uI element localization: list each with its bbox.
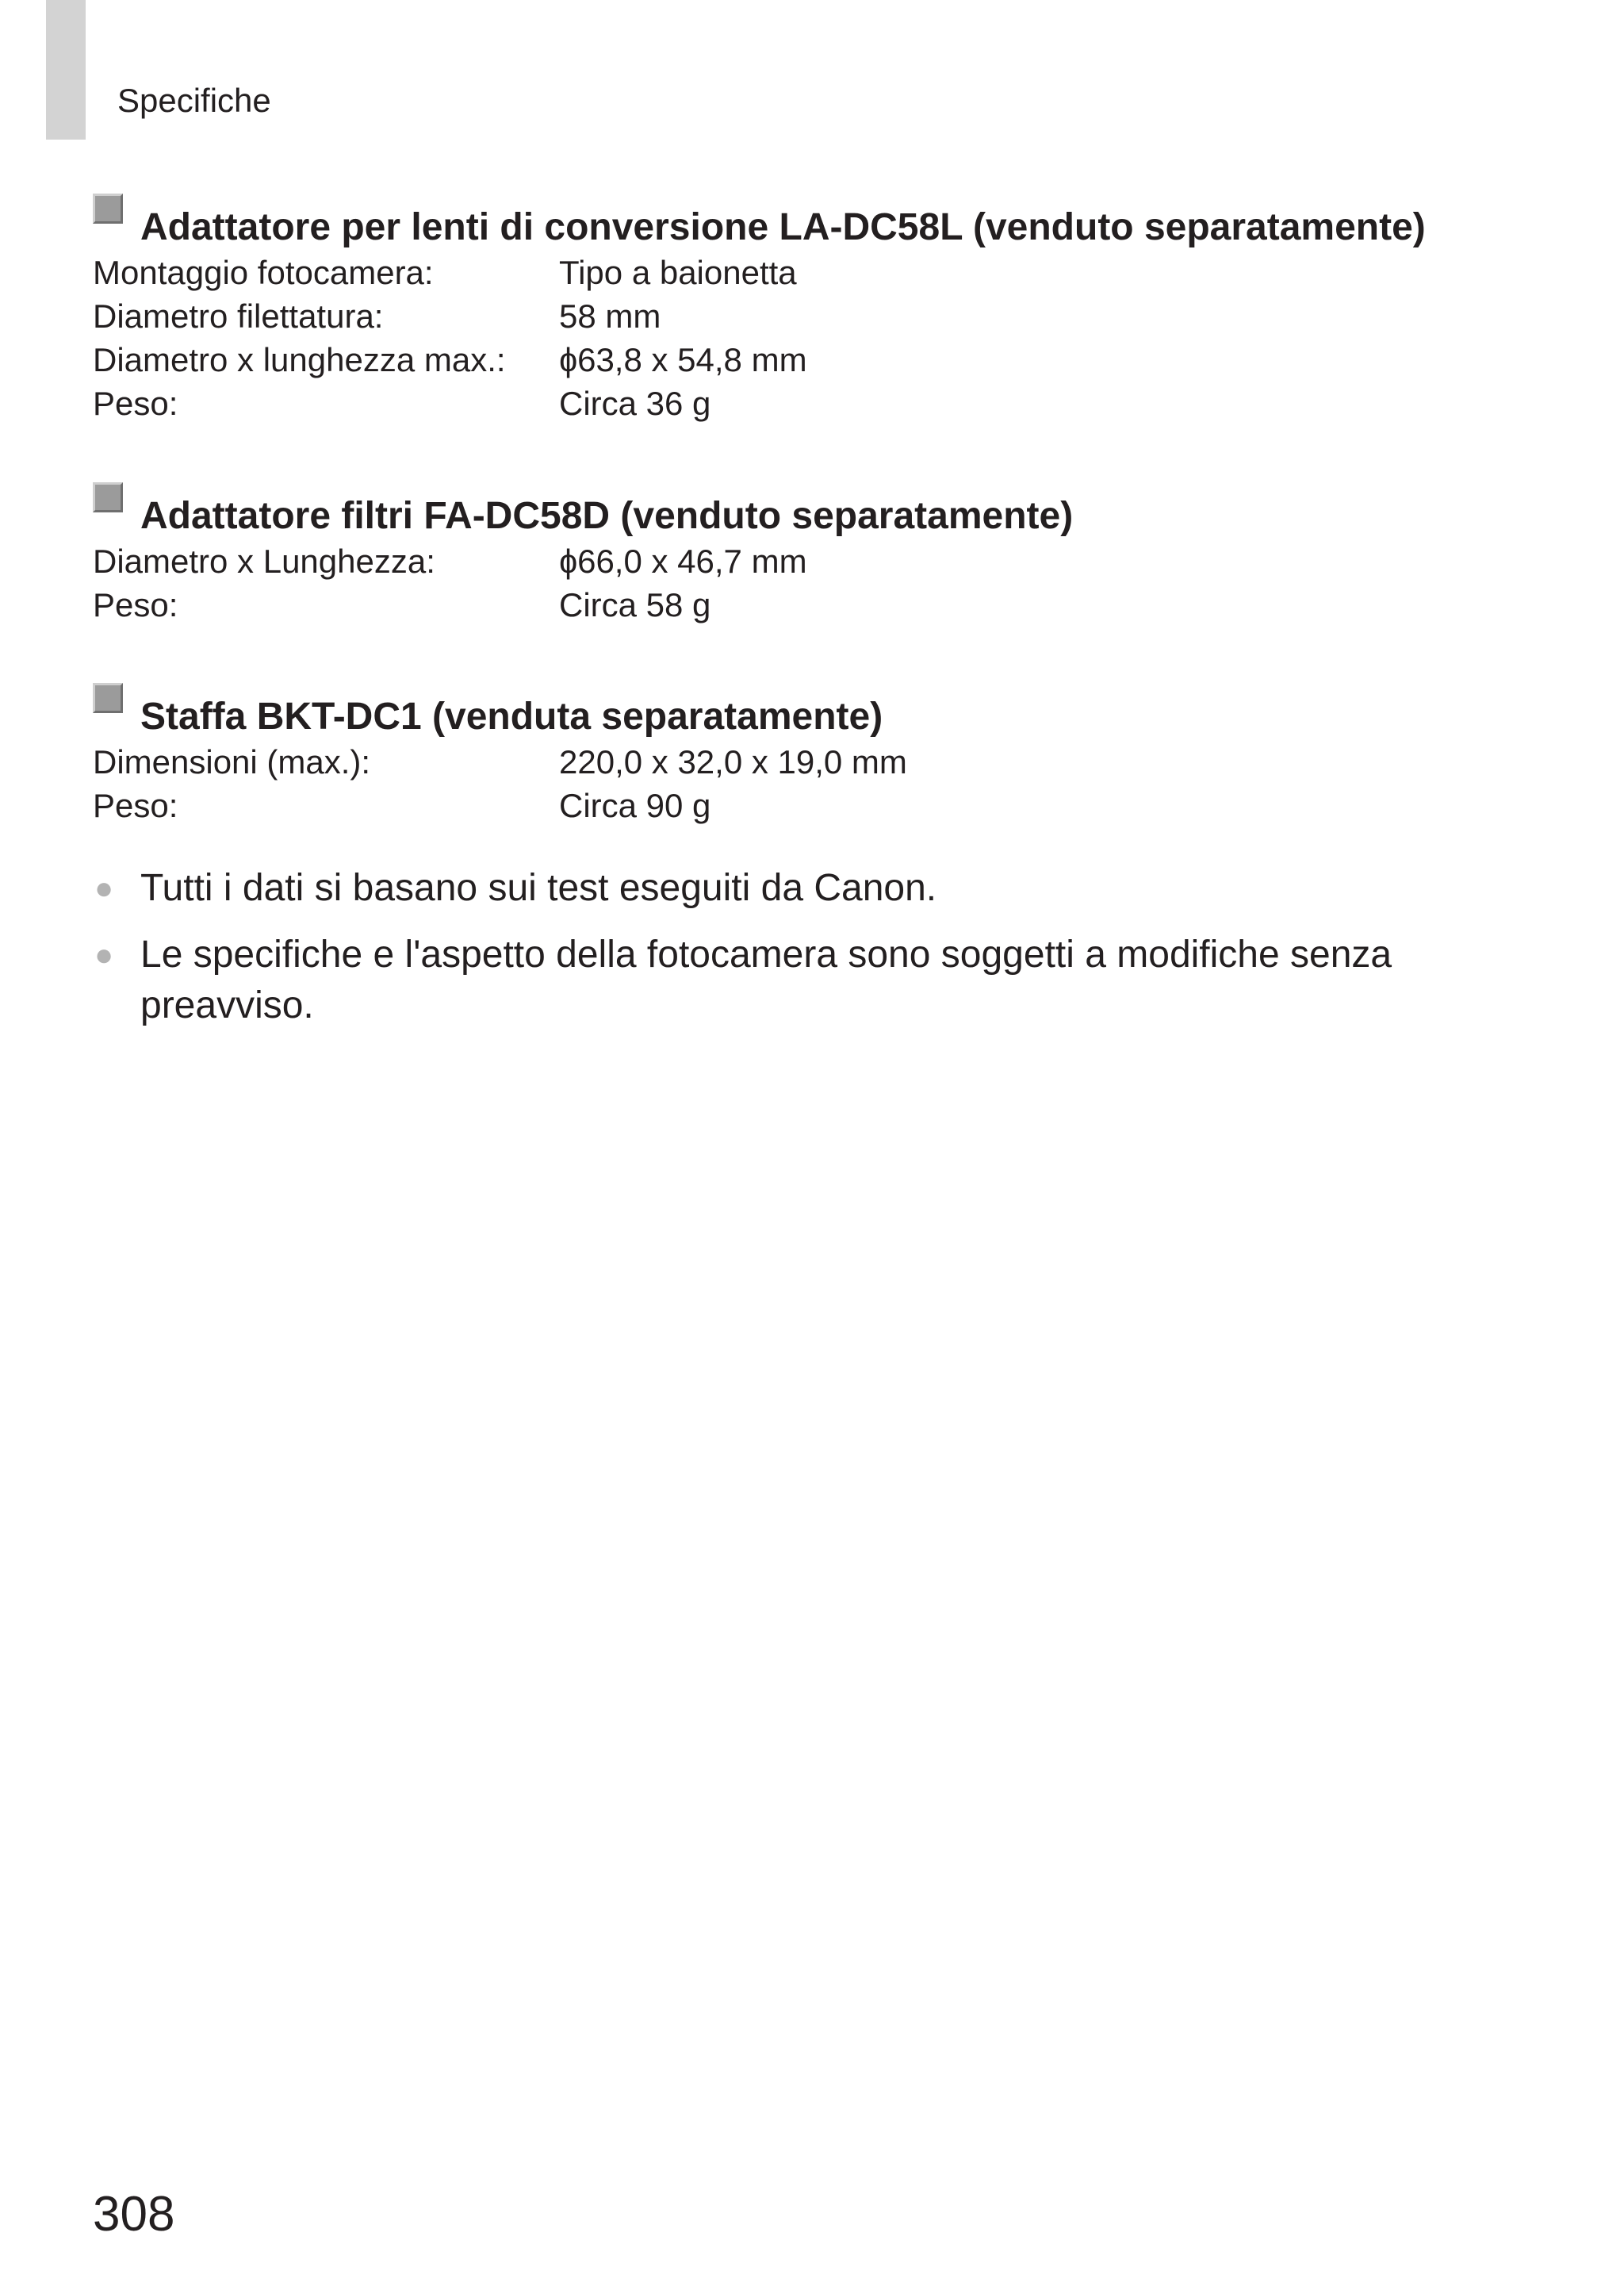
- spec-section-bracket: [93, 683, 1520, 827]
- spec-value: ɸ63,8 x 54,8 mm: [559, 341, 807, 378]
- note-item: [93, 863, 1425, 914]
- page-number: 308: [93, 2187, 175, 2242]
- spec-value: Tipo a baionetta: [559, 254, 797, 291]
- section-side-tab: [46, 0, 86, 140]
- spec-row: [93, 583, 1520, 627]
- spec-label: Montaggio fotocamera:: [93, 254, 434, 291]
- notes-list: [93, 863, 1425, 1047]
- spec-section-filter-adapter: [93, 482, 1520, 627]
- section-title: Staffa BKT-DC1 (venduta separatamente): [140, 696, 883, 738]
- spec-label: Dimensioni (max.):: [93, 743, 371, 781]
- bullet-dot-icon: ●: [94, 871, 114, 906]
- spec-label: Diametro x Lunghezza:: [93, 543, 435, 580]
- section-heading: [93, 482, 1520, 539]
- section-heading: [93, 194, 1520, 251]
- spec-row: [93, 382, 1520, 425]
- spec-value: Circa 58 g: [559, 586, 711, 623]
- spec-value: ɸ66,0 x 46,7 mm: [559, 543, 807, 580]
- spec-label: Peso:: [93, 385, 178, 422]
- running-header: Specifiche: [117, 82, 271, 119]
- spec-value: 58 mm: [559, 297, 661, 335]
- spec-row: [93, 294, 1520, 338]
- section-heading: [93, 683, 1520, 740]
- spec-row: [93, 784, 1520, 827]
- bullet-dot-icon: ●: [94, 938, 114, 972]
- section-title: Adattatore filtri FA-DC58D (venduto separatamente): [140, 495, 1074, 537]
- spec-value: Circa 90 g: [559, 787, 711, 824]
- spec-label: Diametro filettatura:: [93, 297, 384, 335]
- spec-label: Peso:: [93, 586, 178, 623]
- spec-value: 220,0 x 32,0 x 19,0 mm: [559, 743, 907, 781]
- note-text: Le specifiche e l'aspetto della fotocamera sono soggetti a modifiche senza preavviso.: [140, 934, 1392, 1026]
- spec-row: [93, 740, 1520, 784]
- square-bullet-icon: [93, 194, 123, 224]
- spec-row: [93, 338, 1520, 382]
- square-bullet-icon: [93, 683, 123, 713]
- spec-row: [93, 251, 1520, 294]
- spec-section-conversion-lens-adapter: [93, 194, 1520, 425]
- square-bullet-icon: [93, 482, 123, 512]
- spec-row: [93, 539, 1520, 583]
- spec-label: Peso:: [93, 787, 178, 824]
- note-item: [93, 930, 1425, 1031]
- section-title: Adattatore per lenti di conversione LA-DC58L (venduto separatamente): [140, 206, 1426, 248]
- spec-label: Diametro x lunghezza max.:: [93, 341, 506, 378]
- spec-value: Circa 36 g: [559, 385, 711, 422]
- note-text: Tutti i dati si basano sui test eseguiti da Canon.: [140, 867, 937, 909]
